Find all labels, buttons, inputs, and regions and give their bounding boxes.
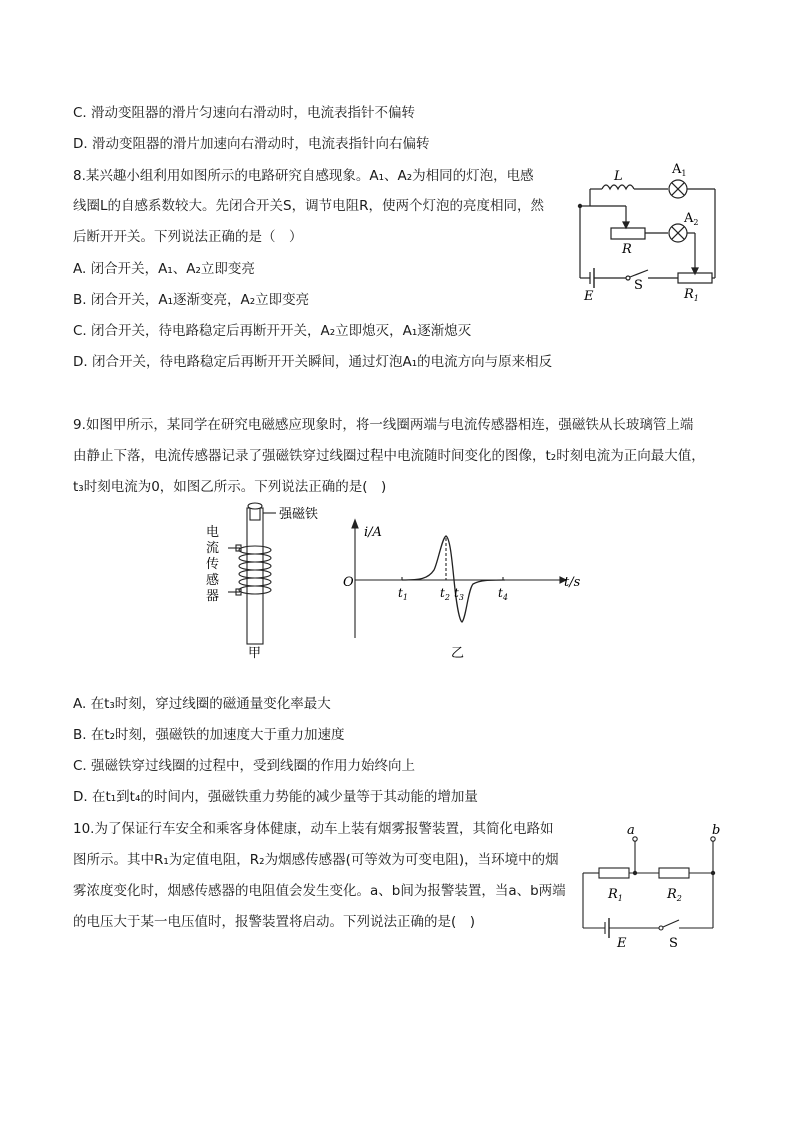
q7-option-c: C. 滑动变阻器的滑片匀速向右滑动时，电流表指针不偏转	[73, 105, 416, 121]
q10-label-b: b	[712, 823, 721, 838]
q8-label-a1: $A_1$	[672, 162, 687, 178]
q9-stem-line2: 由静止下落，电流传感器记录了强磁铁穿过线圈过程中电流随时间变化的图像，t₂时刻电流为正向最大值，	[73, 448, 705, 464]
q9-tick-t3: $t_3$	[454, 586, 464, 602]
q8-option-c: C. 闭合开关，待电路稳定后再断开开关，A₂立即熄灭，A₁逐渐熄灭	[73, 323, 472, 339]
q9-magnet-label: 强磁铁	[279, 507, 319, 522]
q10-label-r1: $R_1$	[608, 887, 623, 903]
q10-stem-line2: 图所示。其中R₁为定值电阻，R₂为烟感传感器(可等效为可变电阻)，当环境中的烟	[73, 852, 559, 868]
q10-stem-line1: 10.为了保证行车安全和乘客身体健康，动车上装有烟雾报警装置，其简化电路如	[73, 821, 554, 837]
q8-label-r: R	[622, 242, 632, 257]
q9-sensor-char-3: 传	[206, 557, 220, 572]
q8-option-a: A. 闭合开关，A₁、A₂立即变亮	[73, 261, 255, 277]
q9-sensor-char-4: 感	[206, 573, 220, 588]
q9-sensor-char-1: 电	[206, 525, 220, 540]
q8-label-s: S	[634, 278, 643, 293]
q8-label-a2: $A_2$	[684, 211, 699, 227]
q10-label-a: a	[627, 823, 635, 838]
q8-option-b: B. 闭合开关，A₁逐渐变亮，A₂立即变亮	[73, 292, 310, 308]
q9-tick-t2: $t_2$	[440, 586, 450, 602]
q8-circuit-diagram	[560, 162, 730, 302]
q8-stem-line2: 线圈L的自感系数较大。先闭合开关S，调节电阻R，使两个灯泡的亮度相同，然	[73, 198, 544, 214]
q9-figure-jia	[200, 500, 340, 660]
q9-x-axis-label: t/s	[564, 575, 581, 590]
q9-sensor-char-2: 流	[206, 541, 220, 556]
q10-stem-line4: 的电压大于某一电压值时，报警装置将启动。下列说法正确的是( )	[73, 914, 476, 930]
q9-caption-jia: 甲	[248, 646, 262, 661]
q9-tick-t4: $t_4$	[498, 586, 508, 602]
q8-label-e: E	[584, 289, 594, 304]
q8-label-l: L	[614, 169, 623, 184]
q10-label-r2: $R_2$	[667, 887, 682, 903]
q10-label-e: E	[617, 936, 627, 951]
q8-stem-line3: 后断开开关。下列说法正确的是（ ）	[73, 229, 303, 245]
q10-stem-line3: 雾浓度变化时，烟感传感器的电阻值会发生变化。a、b间为报警装置，当a、b两端	[73, 883, 566, 899]
q9-figure-yi	[340, 500, 600, 660]
q8-option-d: D. 闭合开关，待电路稳定后再断开开关瞬间，通过灯泡A₁的电流方向与原来相反	[73, 354, 553, 370]
q10-label-s: S	[669, 936, 678, 951]
q10-circuit-diagram	[575, 820, 735, 950]
q8-label-r1: $R_1$	[684, 287, 699, 303]
q9-sensor-char-5: 器	[206, 589, 220, 604]
q9-stem-line3: t₃时刻电流为0，如图乙所示。下列说法正确的是( )	[73, 479, 387, 495]
q9-option-a: A. 在t₃时刻，穿过线圈的磁通量变化率最大	[73, 696, 331, 712]
q9-stem-line1: 9.如图甲所示，某同学在研究电磁感应现象时，将一线圈两端与电流传感器相连，强磁铁从长玻璃管上端	[73, 417, 694, 433]
q9-origin-label: O	[343, 575, 354, 590]
q9-option-b: B. 在t₂时刻，强磁铁的加速度大于重力加速度	[73, 727, 345, 743]
q8-stem-line1: 8.某兴趣小组利用如图所示的电路研究自感现象。A₁、A₂为相同的灯泡，电感	[73, 168, 534, 184]
q7-option-d: D. 滑动变阻器的滑片加速向右滑动时，电流表指针向右偏转	[73, 136, 430, 152]
q9-caption-yi: 乙	[451, 646, 465, 661]
q9-option-c: C. 强磁铁穿过线圈的过程中，受到线圈的作用力始终向上	[73, 758, 416, 774]
q9-tick-t1: $t_1$	[398, 586, 408, 602]
q9-y-axis-label: i/A	[364, 525, 382, 540]
q9-option-d: D. 在t₁到t₄的时间内，强磁铁重力势能的减少量等于其动能的增加量	[73, 789, 478, 805]
